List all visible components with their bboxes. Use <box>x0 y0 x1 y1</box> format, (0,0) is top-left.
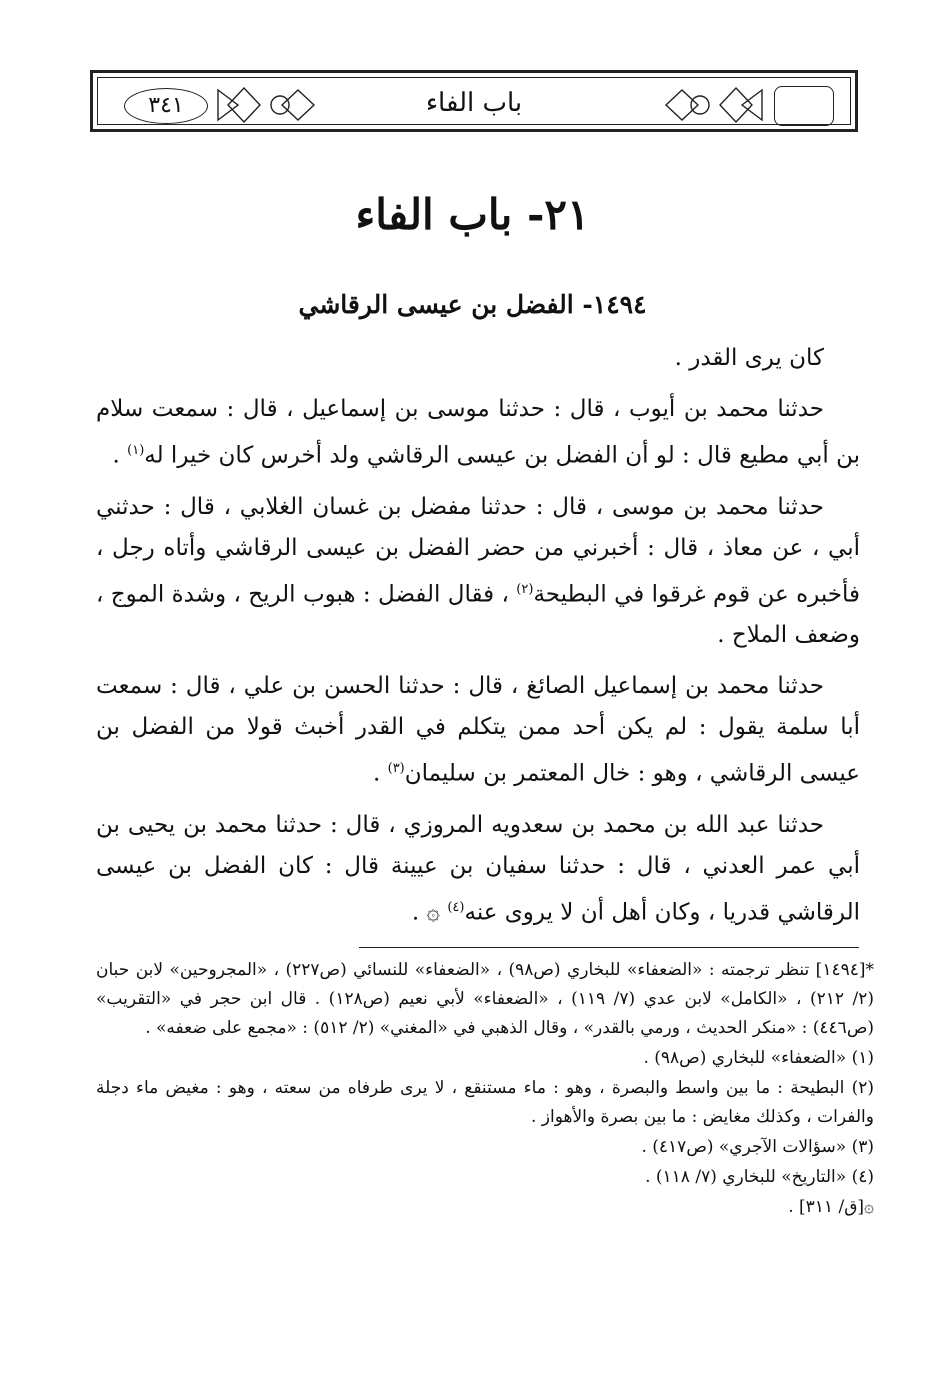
main-text <box>96 338 860 944</box>
footnote-ref[interactable]: (٤) <box>447 899 465 915</box>
running-header <box>90 70 858 132</box>
header-title: باب الفاء <box>425 88 523 118</box>
chapter-title: ٢١- باب الفاء <box>355 190 590 239</box>
header-inner-border <box>97 77 851 125</box>
paragraph: حدثنا محمد بن أيوب ، قال : حدثنا موسى بن إسماعيل ، قال : سمعت سلام بن أبي مطيع قال : لو أن الفضل بن عيسى الرقاشي ولد أخرس كان خيرا له$^{(١)}$ . <box>96 396 860 469</box>
paragraph: حدثنا محمد بن إسماعيل الصائغ ، قال : حدثنا الحسن بن علي ، قال : سمعت أبا سلمة يقول : لم يكن أحد ممن يتكلم في القدر أخبث قولا من الفضل بن عيسى الرقاشي ، وهو : خال المعتمر بن سليمان$^{(٣)}$ . <box>96 673 860 787</box>
footnote-ref[interactable]: (٢) <box>516 581 534 597</box>
book-logo <box>774 86 834 126</box>
footnote-divider <box>359 947 859 948</box>
paragraph: حدثنا محمد بن موسى ، قال : حدثنا مفضل بن غسان الغلابي ، قال : حدثني أبي ، عن معاذ ، قال : أخبرني من حضر الفضل بن عيسى الرقاشي وأتاه رجل ، فأخبره عن قوم غرقوا في البطيحة$^{(٢)}$ ، فقال الفضل : هبوب الريح ، وشدة الموج ، وضعف الملاح . <box>96 493 860 649</box>
footnote: (٣) «سؤالات الآجري» (ص٤١٧) . <box>641 1137 874 1157</box>
footnote-ref[interactable]: (١) <box>127 443 145 458</box>
paragraph: كان يرى القدر . <box>674 345 824 371</box>
footnote: (١) «الضعفاء» للبخاري (ص٩٨) . <box>643 1048 874 1068</box>
entry-title: ١٤٩٤- الفضل بن عيسى الرقاشي <box>298 290 647 319</box>
footnote: ۞[ق/ ٣١١] . <box>788 1197 874 1217</box>
footnote: *[١٤٩٤] تنظر ترجمته : «الضعفاء» للبخاري (ص٩٨) ، «الضعفاء» للنسائي (ص٢٢٧) ، «المجروحين» لابن حبان (٢/ ٢١٢) ، «الكامل» لابن عدي (٧/ ١١٩) ، «الضعفاء» لأبي نعيم (ص١٢٨) . قال ابن حجر في «التقريب» (ص٤٤٦) : «منكر الحديث ، ورمي بالقدر» ، وقال الذهبي في «المغني» (٢/ ٥١٢) : «مجمع على ضعفه» . <box>96 960 874 1038</box>
footnote: (٤) «التاريخ» للبخاري (٧/ ١١٨) . <box>645 1167 874 1187</box>
footnote-ref[interactable]: (٣) <box>387 761 405 777</box>
ornament-right-icon <box>660 82 770 128</box>
footnote: (٢) البطيحة : ما بين واسط والبصرة ، وهو : ماء مستنقع ، لا يرى طرفاه من سعته ، وهو : مغيض ماء دجلة والفرات ، وكذلك مغايض : ما بين بصرة والأهواز . <box>96 1078 874 1127</box>
footnotes <box>96 956 874 1223</box>
paragraph: حدثنا عبد الله بن محمد بن سعدويه المروزي ، قال : حدثنا محمد بن يحيى بن أبي عمر العدني ، قال : حدثنا سفيان بن عيينة قال : كان الفضل بن عيسى الرقاشي قدريا ، وكان أهل أن لا يروى عنه$^{(٤)}$ ۞ . <box>96 811 860 926</box>
page-number: ٣٤١ <box>124 88 208 124</box>
